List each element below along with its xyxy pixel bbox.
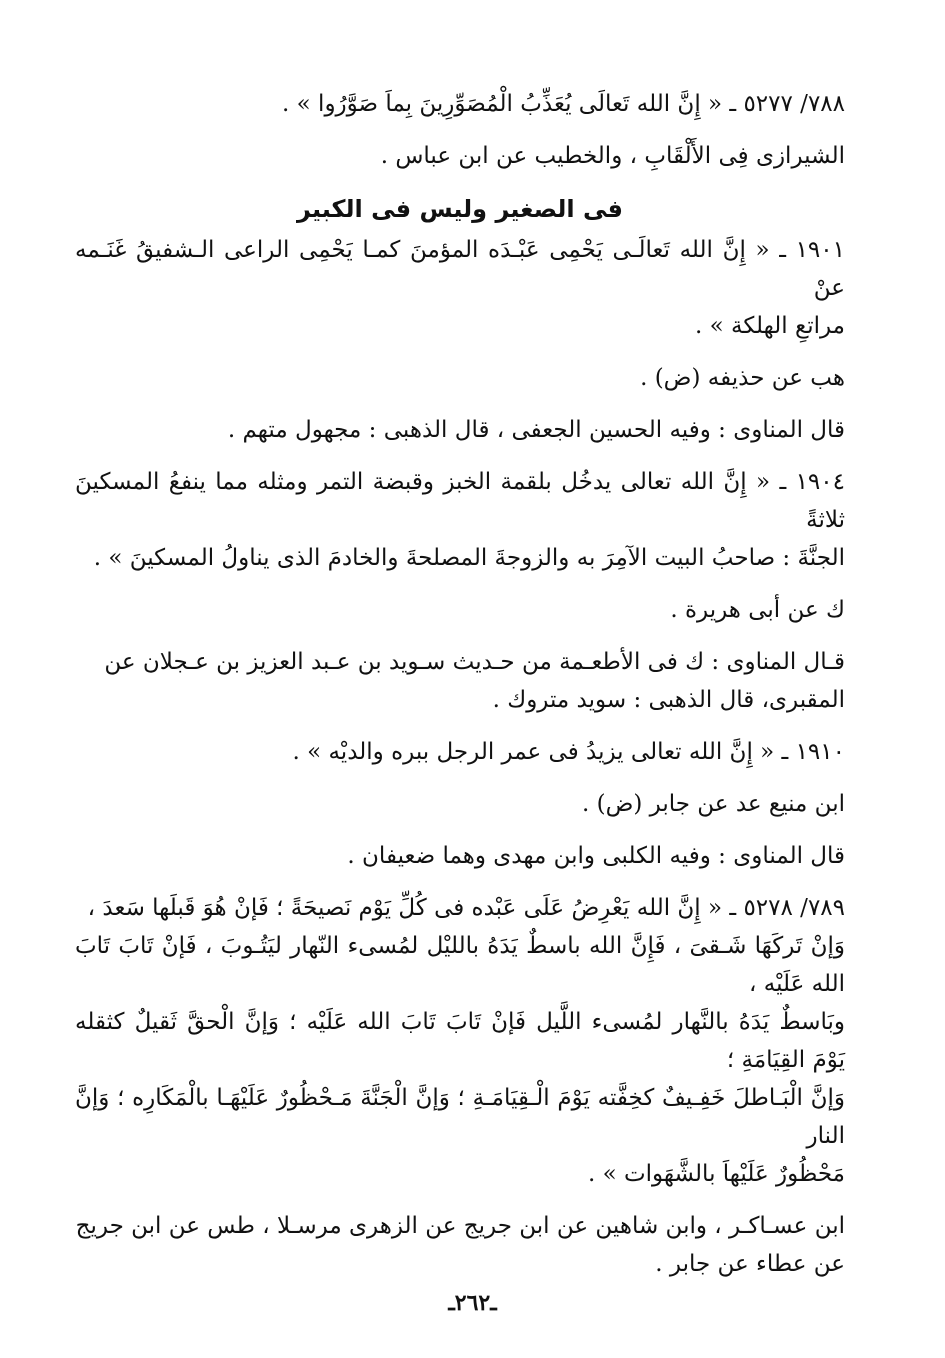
text-line: ١٩٠١ ـ « إِنَّ الله تَعالَـى يَحْمِى عَبْـدَه المؤمنَ كمـا يَحْمِى الراعى الـشفيقُ غَنَـمه عنْ — [75, 237, 845, 301]
section-heading: فى الصغير وليس فى الكبير — [297, 195, 623, 223]
text-line: هب عن حذيفه (ض) . — [640, 365, 845, 391]
commentary-1904 — [75, 643, 845, 719]
text-line: الشيرازى فِى الأَلْقَابِ ، والخطيب عن ابن عباس . — [380, 143, 845, 169]
hadith-1901 — [75, 231, 845, 345]
text-line: وَإنْ تَركَهَا شَـقىَ ، فَإِنَّ الله باسطٌ يَدَهُ بالليْل لمُسىء النّهار ليَتُـوبَ ، فَإنْ تَابَ تَابَ الله عَلَيْه ، — [75, 933, 845, 997]
text-line: المقبرى، قال الذهبى : سويد متروك . — [492, 687, 845, 713]
text-line: ١٩٠٤ ـ « إِنَّ الله تعالى يدخُل بلقمة الخبز وقبضة التمر ومثله مما ينفعُ المسكينَ ثلاثةً — [75, 469, 845, 533]
text-line: الجنَّةَ : صاحبُ البيت الآمِرَ به والزوجةَ المصلحةَ والخادمَ الذى يناولُ المسكينَ » . — [93, 545, 845, 571]
text-line: ٧٨٩/ ٥٢٧٨ ـ « إِنَّ الله يَعْرِضُ عَلَى عَبْده فى كُلِّ يَوْم نَصيحَةً ؛ فَإنْ هُوَ قَبلَها سَعدَ ، — [87, 895, 845, 921]
text-line: وَإنَّ الْبَـاطلَ خَفِـيفٌ كخِفَّته يَوْمَ الْـقِيَامَـةِ ؛ وَإنَّ الْجَنَّةَ مَـحْظُورٌ عَلَيْهَـا بالْمَكَارِه ؛ وَإنَّ النار — [75, 1085, 845, 1149]
commentary-1901 — [75, 411, 845, 449]
text-line: ٧٨٨/ ٥٢٧٧ ـ « إِنَّ الله تَعالَى يُعَذِّبُ الْمُصَوِّرِينَ بِماَ صَوَّرُوا » . — [282, 91, 845, 117]
text-line: ابن منيع عد عن جابر (ض) . — [581, 791, 845, 817]
source-1904 — [75, 591, 845, 629]
text-line: مراتعِ الهلكة » . — [694, 313, 845, 339]
source-5278 — [75, 1207, 845, 1283]
source-5277 — [75, 137, 845, 175]
text-line: قال المناوى : وفيه الحسين الجعفى ، قال الذهبى : مجهول متهم . — [227, 417, 845, 443]
text-line: وبَاسطٌ يَدَهُ بالنَّهار لمُسىء اللَّيل فَإنْ تَابَ تَابَ الله عَلَيْه ؛ وَإنَّ الْحقَّ ثَقيلٌ كثقله يَوْمَ القِيَامَةِ ؛ — [75, 1009, 845, 1073]
hadith-5278 — [75, 889, 845, 1193]
hadith-1910 — [75, 733, 845, 771]
text-line: ابن عسـاكـر ، وابن شاهين عن ابن جريج عن الزهرى مرسـلا ، طس عن ابن جريج — [75, 1213, 845, 1239]
text-line: قـال المناوى : ك فى الأطعـمة من حـديث سـويد بن عـبد العزيز بن عـجلان عن — [104, 649, 845, 675]
text-line: ك عن أبى هريرة . — [670, 597, 845, 623]
source-1910 — [75, 785, 845, 823]
hadith-1904 — [75, 463, 845, 577]
text-line: عن عطاء عن جابر . — [655, 1251, 845, 1277]
text-line: ١٩١٠ ـ « إِنَّ الله تعالى يزيدُ فى عمر الرجل ببره والديْه » . — [292, 739, 845, 765]
page-number: ـ٢٦٢ـ — [448, 1290, 497, 1316]
source-1901 — [75, 359, 845, 397]
commentary-1910 — [75, 837, 845, 875]
text-line: مَحْظُورٌ عَلَيْهاَ بالشَّهَوات » . — [588, 1161, 845, 1187]
hadith-5277 — [75, 85, 845, 123]
text-line: قال المناوى : وفيه الكلبى وابن مهدى وهما ضعيفان . — [347, 843, 845, 869]
